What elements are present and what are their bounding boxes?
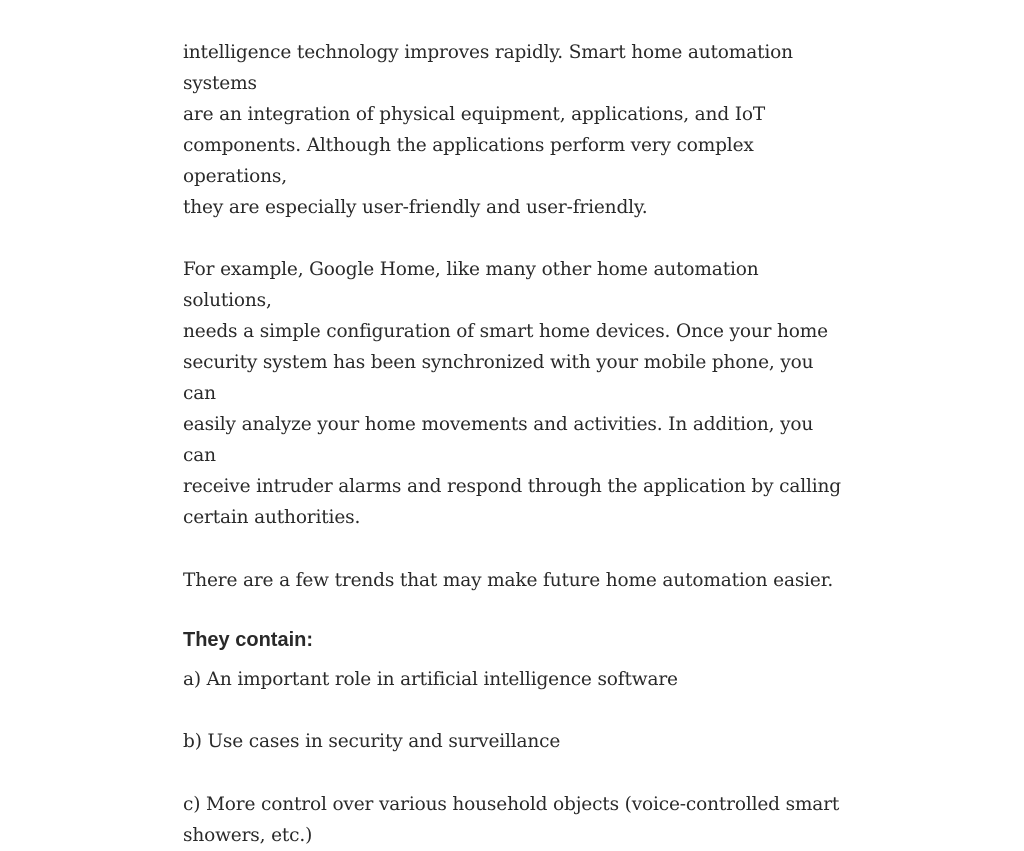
article-body (183, 37, 843, 851)
list-item-c: c) More control over various household objects (voice-controlled smart showers, etc.) (183, 794, 840, 846)
paragraph-trends: There are a few trends that may make future home automation easier. (183, 570, 834, 591)
paragraph-example: For example, Google Home, like many other home automation solutions, needs a simple configuration of smart home devices. Once your home security system has been synchronized with your mobile phone, you can easily analyze your home movements and activities. In addition, you can receive intruder alarms and respond through the application by calling certain authorities. (183, 259, 842, 528)
list-item-b: b) Use cases in security and surveillance (183, 731, 561, 752)
paragraph-intro: intelligence technology improves rapidly. Smart home automation systems are an integration of physical equipment, applications, and IoT components. Although the applications perform very complex operations, they are especially user-friendly and user-friendly. (183, 42, 793, 218)
section-subheading: They contain: (183, 629, 314, 651)
list-item-a: a) An important role in artificial intelligence software (183, 669, 678, 690)
